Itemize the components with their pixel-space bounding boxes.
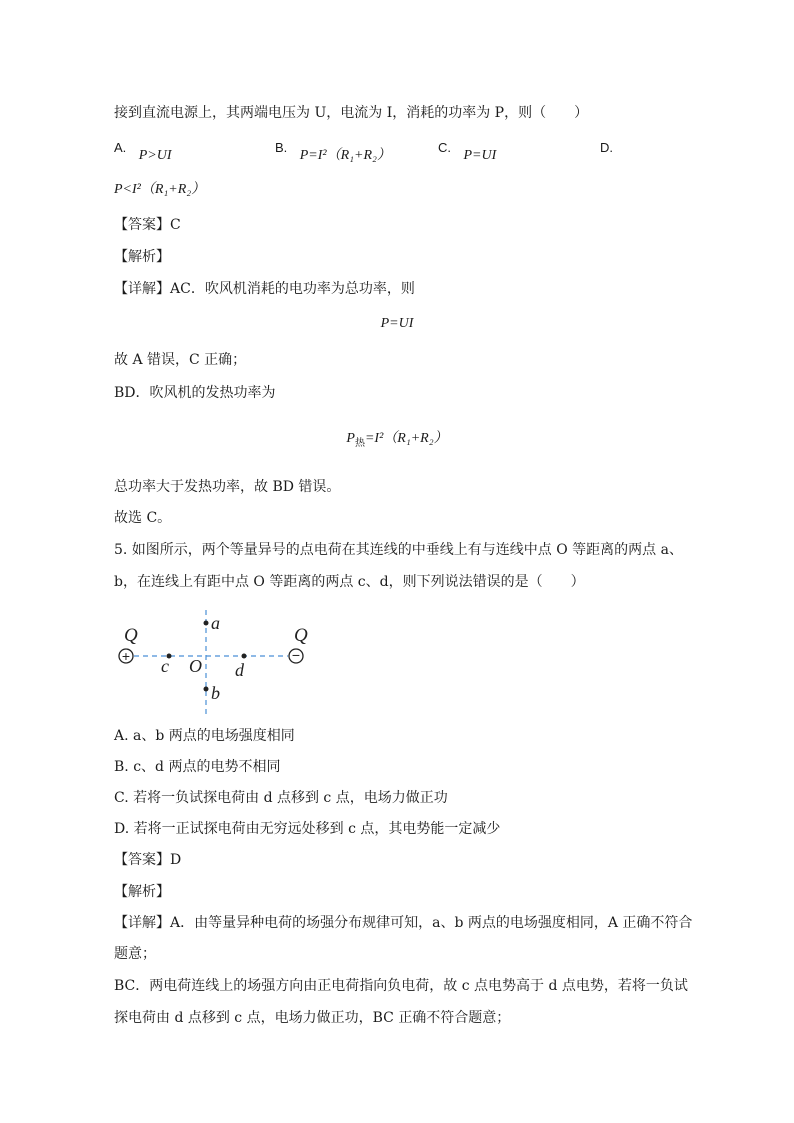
right-charge-label: Q (294, 625, 308, 646)
q4-option-b-formula: P=I²（R₁+R₂） (299, 148, 391, 163)
q4-answer-value: C (170, 217, 181, 233)
q4-line3: BD．吹风机的发热功率为 (114, 385, 276, 401)
left-charge-sign: + (121, 648, 131, 664)
q4-option-c-formula: P=UI (463, 148, 497, 163)
q5-option-c: C. 若将一负试探电荷由 d 点移到 c 点，电场力做正功 (114, 790, 448, 806)
q4-option-d-label: D. (600, 140, 613, 155)
q5-stem-line2: b，在连线上有距中点 O 等距离的两点 c、d，则下列说法错误的是（ ） (114, 574, 585, 590)
q5-option-b: B. c、d 两点的电势不相同 (114, 759, 281, 775)
q4-option-a (114, 138, 172, 163)
q4-detail-line1 (114, 279, 415, 299)
q5-analysis-tag: 【解析】 (114, 884, 170, 900)
q4-option-a-label: A. (114, 140, 127, 155)
point-d-dot (242, 654, 247, 659)
point-a-dot (204, 621, 209, 626)
q5-answer-value: D (170, 852, 182, 868)
q4-analysis-tag: 【解析】 (114, 249, 170, 265)
point-d-label: d (235, 660, 244, 680)
q4-line5: 故选 C。 (114, 510, 172, 526)
q5-detail-line2: 题意； (114, 946, 156, 962)
q4-answer (114, 215, 181, 235)
q5-figure (110, 610, 320, 720)
point-o-label: O (189, 656, 202, 676)
q4-option-a-formula: P>UI (138, 148, 172, 163)
q4-formula2-rest: =I²（R₁+R₂） (364, 431, 448, 446)
point-b-dot (204, 687, 209, 692)
q4-option-b (275, 138, 391, 163)
left-charge-label: Q (124, 625, 138, 646)
q5-detail-line1: 【详解】A．由等量异种电荷的场强分布规律可知，a、b 两点的电场强度相同，A 正确不符合 (114, 915, 693, 931)
q4-formula2-sub: 热 (354, 437, 365, 449)
q4-answer-tag: 【答案】 (114, 217, 170, 233)
q4-option-c-label: C. (438, 140, 451, 155)
q4-option-d (600, 138, 613, 158)
q4-formula2-p: P (346, 431, 355, 446)
q5-option-d: D. 若将一正试探电荷由无穷远处移到 c 点，其电势能一定减少 (114, 821, 501, 837)
q4-line2: 故 A 错误，C 正确； (114, 352, 247, 368)
q5-stem-line1: 5. 如图所示，两个等量异号的点电荷在其连线的中垂线上有与连线中点 O 等距离的两点 a、 (114, 542, 683, 558)
q4-formula1: P=UI (380, 316, 414, 331)
q5-option-a: A. a、b 两点的电场强度相同 (114, 728, 295, 744)
q4-option-d-formula: P<I²（R₁+R₂） (114, 182, 206, 197)
q4-option-b-label: B. (275, 140, 288, 155)
q4-detail-tag: 【详解】 (114, 281, 170, 297)
right-charge-sign: − (291, 647, 301, 663)
q4-option-c (438, 138, 497, 163)
point-b-label: b (211, 683, 220, 703)
q5-detail-line4: 探电荷由 d 点移到 c 点，电场力做正功，BC 正确不符合题意； (114, 1010, 511, 1026)
q4-stem: 接到直流电源上，其两端电压为 U，电流为 I，消耗的功率为 P，则（ ） (114, 105, 589, 121)
q5-detail-line3: BC．两电荷连线上的场强方向由正电荷指向负电荷，故 c 点电势高于 d 点电势，若将一负试 (114, 978, 688, 994)
q4-formula2 (0, 428, 794, 454)
point-c-label: c (161, 656, 169, 676)
point-a-label: a (211, 613, 220, 633)
q5-answer-tag: 【答案】 (114, 852, 170, 868)
q4-line4: 总功率大于发热功率，故 BD 错误。 (114, 479, 341, 495)
q5-answer (114, 850, 181, 870)
q4-detail-text: AC．吹风机消耗的电功率为总功率，则 (170, 281, 415, 297)
